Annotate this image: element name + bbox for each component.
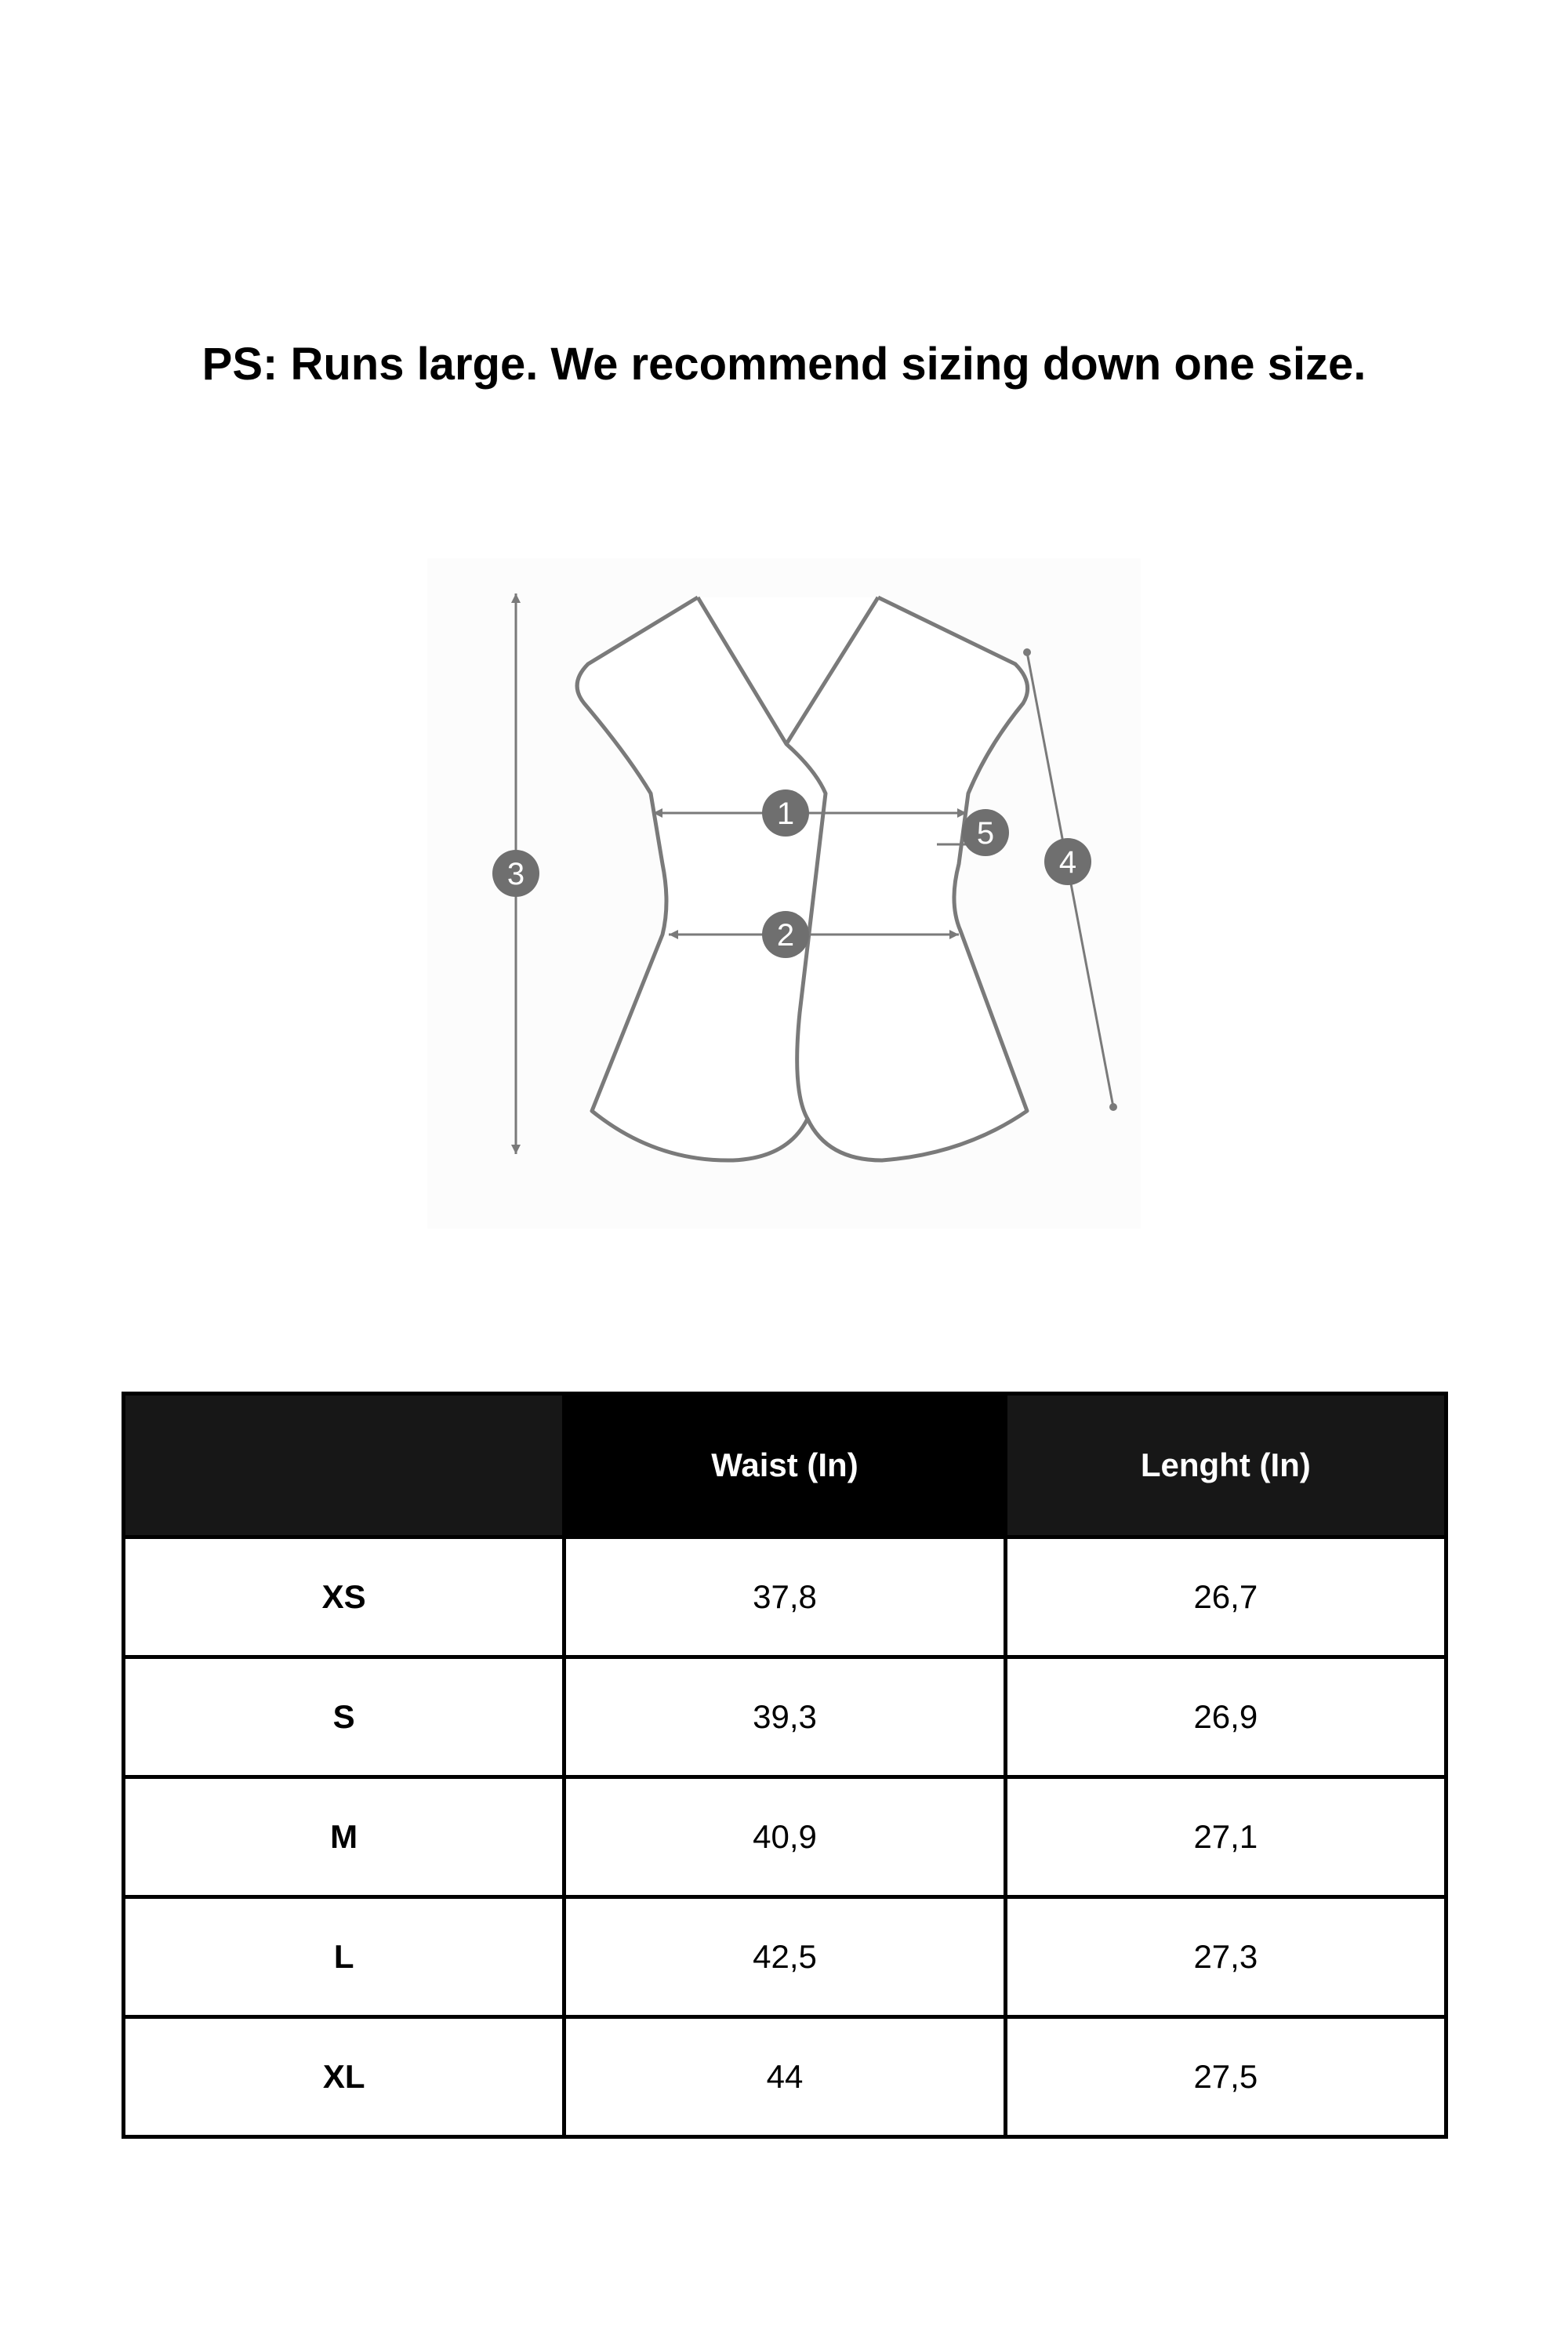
table-row: [124, 1777, 1446, 1897]
header-size: [124, 1394, 564, 1537]
sizing-note: PS: Runs large. We recommend sizing down one size.: [201, 339, 1367, 390]
marker-label-1: 1: [776, 797, 795, 831]
marker-label-5: 5: [976, 816, 995, 851]
marker-label-4: 4: [1058, 845, 1077, 880]
table-row: [124, 1897, 1446, 2017]
garment-diagram: [427, 558, 1141, 1229]
length-cell: 26,7: [1005, 1537, 1446, 1657]
size-cell: M: [124, 1777, 564, 1897]
size-cell: S: [124, 1657, 564, 1777]
marker-badge-2: [762, 911, 809, 958]
header-length: Lenght (In): [1005, 1394, 1446, 1537]
waist-cell: 44: [564, 2017, 1005, 2137]
waist-cell: 37,8: [564, 1537, 1005, 1657]
size-cell: XL: [124, 2017, 564, 2137]
size-cell: L: [124, 1897, 564, 2017]
waist-cell: 39,3: [564, 1657, 1005, 1777]
table-header-row: [124, 1394, 1446, 1537]
length-cell: 26,9: [1005, 1657, 1446, 1777]
table-row: [124, 1537, 1446, 1657]
vest-illustration: [427, 558, 1141, 1229]
table-row: [124, 1657, 1446, 1777]
length-cell: 27,1: [1005, 1777, 1446, 1897]
marker-badge-4: [1044, 838, 1091, 885]
marker-badge-3: [492, 850, 539, 897]
table-row: [124, 2017, 1446, 2137]
marker-badge-5: [962, 809, 1009, 856]
size-chart-table: [122, 1392, 1448, 2139]
marker-badge-1: [762, 789, 809, 837]
header-waist: Waist (In): [564, 1394, 1005, 1537]
size-cell: XS: [124, 1537, 564, 1657]
marker-label-2: 2: [776, 918, 795, 953]
waist-cell: 42,5: [564, 1897, 1005, 2017]
marker-label-3: 3: [506, 857, 525, 891]
length-cell: 27,5: [1005, 2017, 1446, 2137]
length-cell: 27,3: [1005, 1897, 1446, 2017]
waist-cell: 40,9: [564, 1777, 1005, 1897]
